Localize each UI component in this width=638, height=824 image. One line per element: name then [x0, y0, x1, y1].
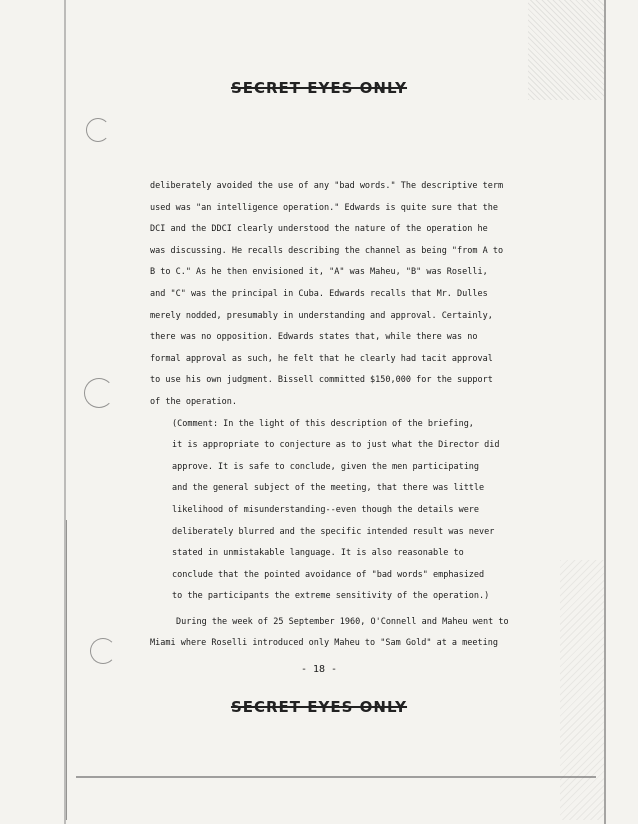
text-line: merely nodded, presumably in understanding and approval. Certainly, — [150, 310, 493, 321]
text-line: there was no opposition. Edwards states that, while there was no — [150, 332, 478, 343]
page-number: - 18 - — [300, 664, 338, 675]
text-line: of the operation. — [150, 396, 237, 407]
text-line: deliberately avoided the use of any "bad words." The descriptive term — [150, 181, 504, 191]
text-line: approve. It is safe to conclude, given the men participating — [172, 461, 480, 472]
text-line: it is appropriate to conjecture as to just what the Director did — [172, 440, 500, 451]
classification-marking-bottom: SECRET EYES ONLY — [230, 698, 408, 716]
classification-marking-top: SECRET EYES ONLY — [230, 79, 408, 97]
text-line: During the week of 25 September 1960, O'Connell and Maheu went to — [176, 616, 509, 627]
text-line: and the general subject of the meeting, that there was little — [172, 483, 485, 494]
text-line: to the participants the extreme sensitivity of the operation.) — [172, 591, 490, 602]
text-line: B to C." As he then envisioned it, "A" was Maheu, "B" was Roselli, — [150, 267, 488, 278]
text-line: and "C" was the principal in Cuba. Edwards recalls that Mr. Dulles — [150, 288, 488, 299]
punch-hole-mark-top — [86, 118, 110, 142]
paragraph-comment — [150, 414, 512, 608]
scan-artifact-bottom-rule — [76, 776, 596, 778]
punch-hole-mark-bottom — [90, 638, 116, 664]
text-line: formal approval as such, he felt that he clearly had tacit approval — [150, 353, 493, 364]
text-line: conclude that the pointed avoidance of "bad words" emphasized — [172, 569, 485, 580]
scan-speckle-bottom-right — [560, 560, 604, 820]
text-line: used was "an intelligence operation." Edwards is quite sure that the — [150, 202, 498, 213]
text-line: Miami where Roselli introduced only Maheu to "Sam Gold" at a meeting — [150, 638, 498, 649]
document-body — [150, 176, 512, 655]
text-line: DCI and the DDCI clearly understood the nature of the operation he — [150, 224, 488, 235]
text-line: deliberately blurred and the specific intended result was never — [172, 526, 495, 537]
punch-hole-mark-middle — [84, 378, 114, 408]
paragraph-miami-meeting — [150, 612, 512, 655]
text-line: to use his own judgment. Bissell committed $150,000 for the support — [150, 375, 493, 386]
text-line: (Comment: In the light of this description of the briefing, — [172, 418, 474, 429]
text-line: stated in unmistakable language. It is also reasonable to — [172, 548, 464, 559]
text-line: was discussing. He recalls describing the channel as being "from A to — [150, 245, 504, 256]
paragraph-briefing — [150, 176, 512, 414]
text-line: likelihood of misunderstanding--even though the details were — [172, 504, 480, 515]
